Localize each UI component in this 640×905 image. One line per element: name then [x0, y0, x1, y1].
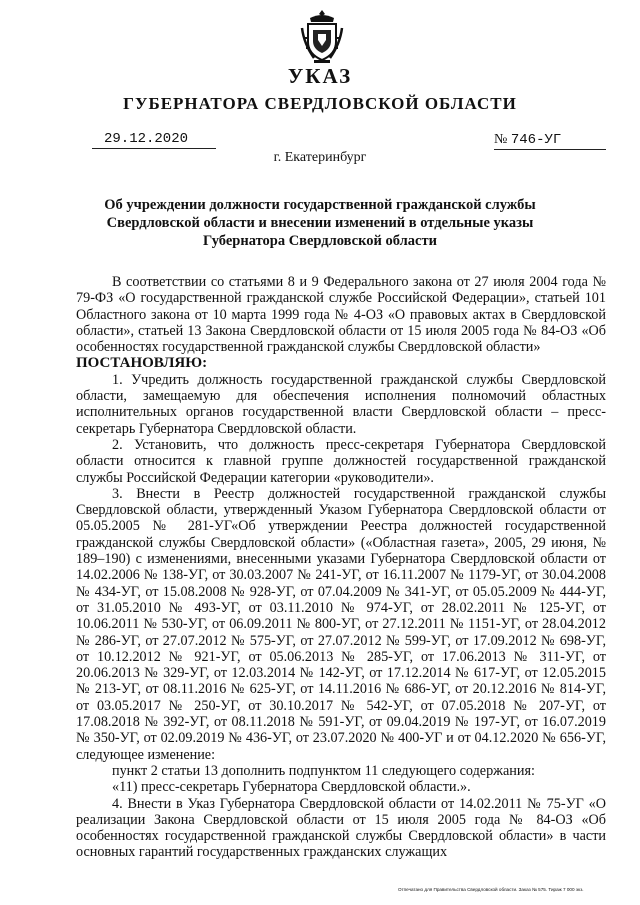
preamble: В соответствии со статьями 8 и 9 Федерального закона от 27 июля 2004 года № 79-ФЗ «О государственной гражданской службе Российской Федерации», статьей 101 Областного закона от 10 марта 1999 года № 4-ОЗ «О правовых актах в Свердловской области», статьей 13 Закона Свердловской области от 15 июля 2005 года № 84-ОЗ «Об особенностях государственной гражданской службы Свердловской области» [76, 274, 606, 356]
print-note: Отпечатано для Правительства Свердловской области. Заказ № 575. Тираж 7 000 экз. [398, 887, 584, 892]
decree-word: ПОСТАНОВЛЯЮ: [76, 355, 208, 372]
document-number [494, 131, 606, 150]
number-value: 746-УГ [510, 132, 562, 148]
paragraph-3-change: пункт 2 статьи 13 дополнить подпунктом 11 следующего содержания: [112, 762, 535, 779]
heading-line: Свердловской области и внесении изменений в отдельные указы [106, 215, 534, 231]
paragraph-1: 1. Учредить должность государственной гражданской службы Свердловской области, замещаемую для обеспечения исполнения полномочий областных исполнительных органов государственной власти Свердловской области – пресс-секретарь Губернатора Свердловской области. [76, 371, 606, 437]
number-label: № [494, 132, 508, 147]
heading-line: Об учреждении должности государственной гражданской службы [104, 197, 536, 213]
issuer-title: ГУБЕРНАТОРА СВЕРДЛОВСКОЙ ОБЛАСТИ [123, 94, 517, 113]
document-heading [100, 196, 540, 250]
decree-title: УКАЗ [287, 64, 353, 88]
paragraph-4: 4. Внести в Указ Губернатора Свердловской области от 14.02.2011 № 75-УГ «О реализации Закона Свердловской области от 15 июля 2005 года № 84-ОЗ «Об особенностях государственной гражданской службы Свердловской области» в части основных гарантий государственных гражданских служащих [76, 795, 606, 861]
paragraph-3: 3. Внести в Реестр должностей государственной гражданской службы Свердловской области, утвержденный Указом Губернатора Свердловской области от 05.05.2005 № 281-УГ«Об утверждении Реестра должностей государственной гражданской службы Свердловской области» («Областная газета», 2005, 29 июня, № 189–190) с изменениями, внесенными указами Губернатора Свердловской области от 14.02.2006 № 138-УГ, от 30.03.2007 № 241-УГ, от 16.11.2007 № 1179-УГ, от 30.04.2008 № 434-УГ, от 15.08.2008 № 928-УГ, от 07.04.2009 № 341-УГ, от 05.05.2009 № 444-УГ, от 31.05.2010 № 493-УГ, от 03.11.2010 № 974-УГ, от 28.02.2011 № 125-УГ, от 10.06.2011 № 530-УГ, от 06.09.2011 № 800-УГ, от 27.12.2011 № 1151-УГ, от 28.04.2012 № 286-УГ, от 27.07.2012 № 575-УГ, от 27.07.2012 № 599-УГ, от 17.09.2012 № 698-УГ, от 10.12.2012 № 921-УГ, от 05.06.2013 № 285-УГ, от 17.06.2013 № 311-УГ, от 20.06.2013 № 329-УГ, от 12.03.2014 № 142-УГ, от 17.12.2014 № 617-УГ, от 12.05.2015 № 213-УГ, от 08.11.2016 № 625-УГ, от 14.11.2016 № 686-УГ, от 20.12.2016 № 814-УГ, от 03.05.2017 № 250-УГ, от 30.10.2017 № 542-УГ, от 07.05.2018 № 207-УГ, от 17.08.2018 № 392-УГ, от 08.11.2018 № 591-УГ, от 09.04.2019 № 197-УГ, от 16.07.2019 № 350-УГ, от 02.09.2019 № 436-УГ, от 23.07.2020 № 400-УГ и от 04.12.2020 № 656-УГ, следующее изменение: [76, 485, 606, 763]
heading-line: Губернатора Свердловской области [203, 233, 437, 249]
document-body [76, 274, 606, 861]
city: г. Екатеринбург [273, 150, 367, 165]
document-date: 29.12.2020 [92, 131, 216, 149]
paragraph-3-quote: «11) пресс-секретарь Губернатора Свердловской области.». [112, 779, 471, 796]
paragraph-2: 2. Установить, что должность пресс-секретаря Губернатора Свердловской области относится к главной группе должностей государственной гражданской службы Российской Федерации категории «руководители». [76, 436, 606, 486]
coat-of-arms-icon [300, 8, 344, 66]
